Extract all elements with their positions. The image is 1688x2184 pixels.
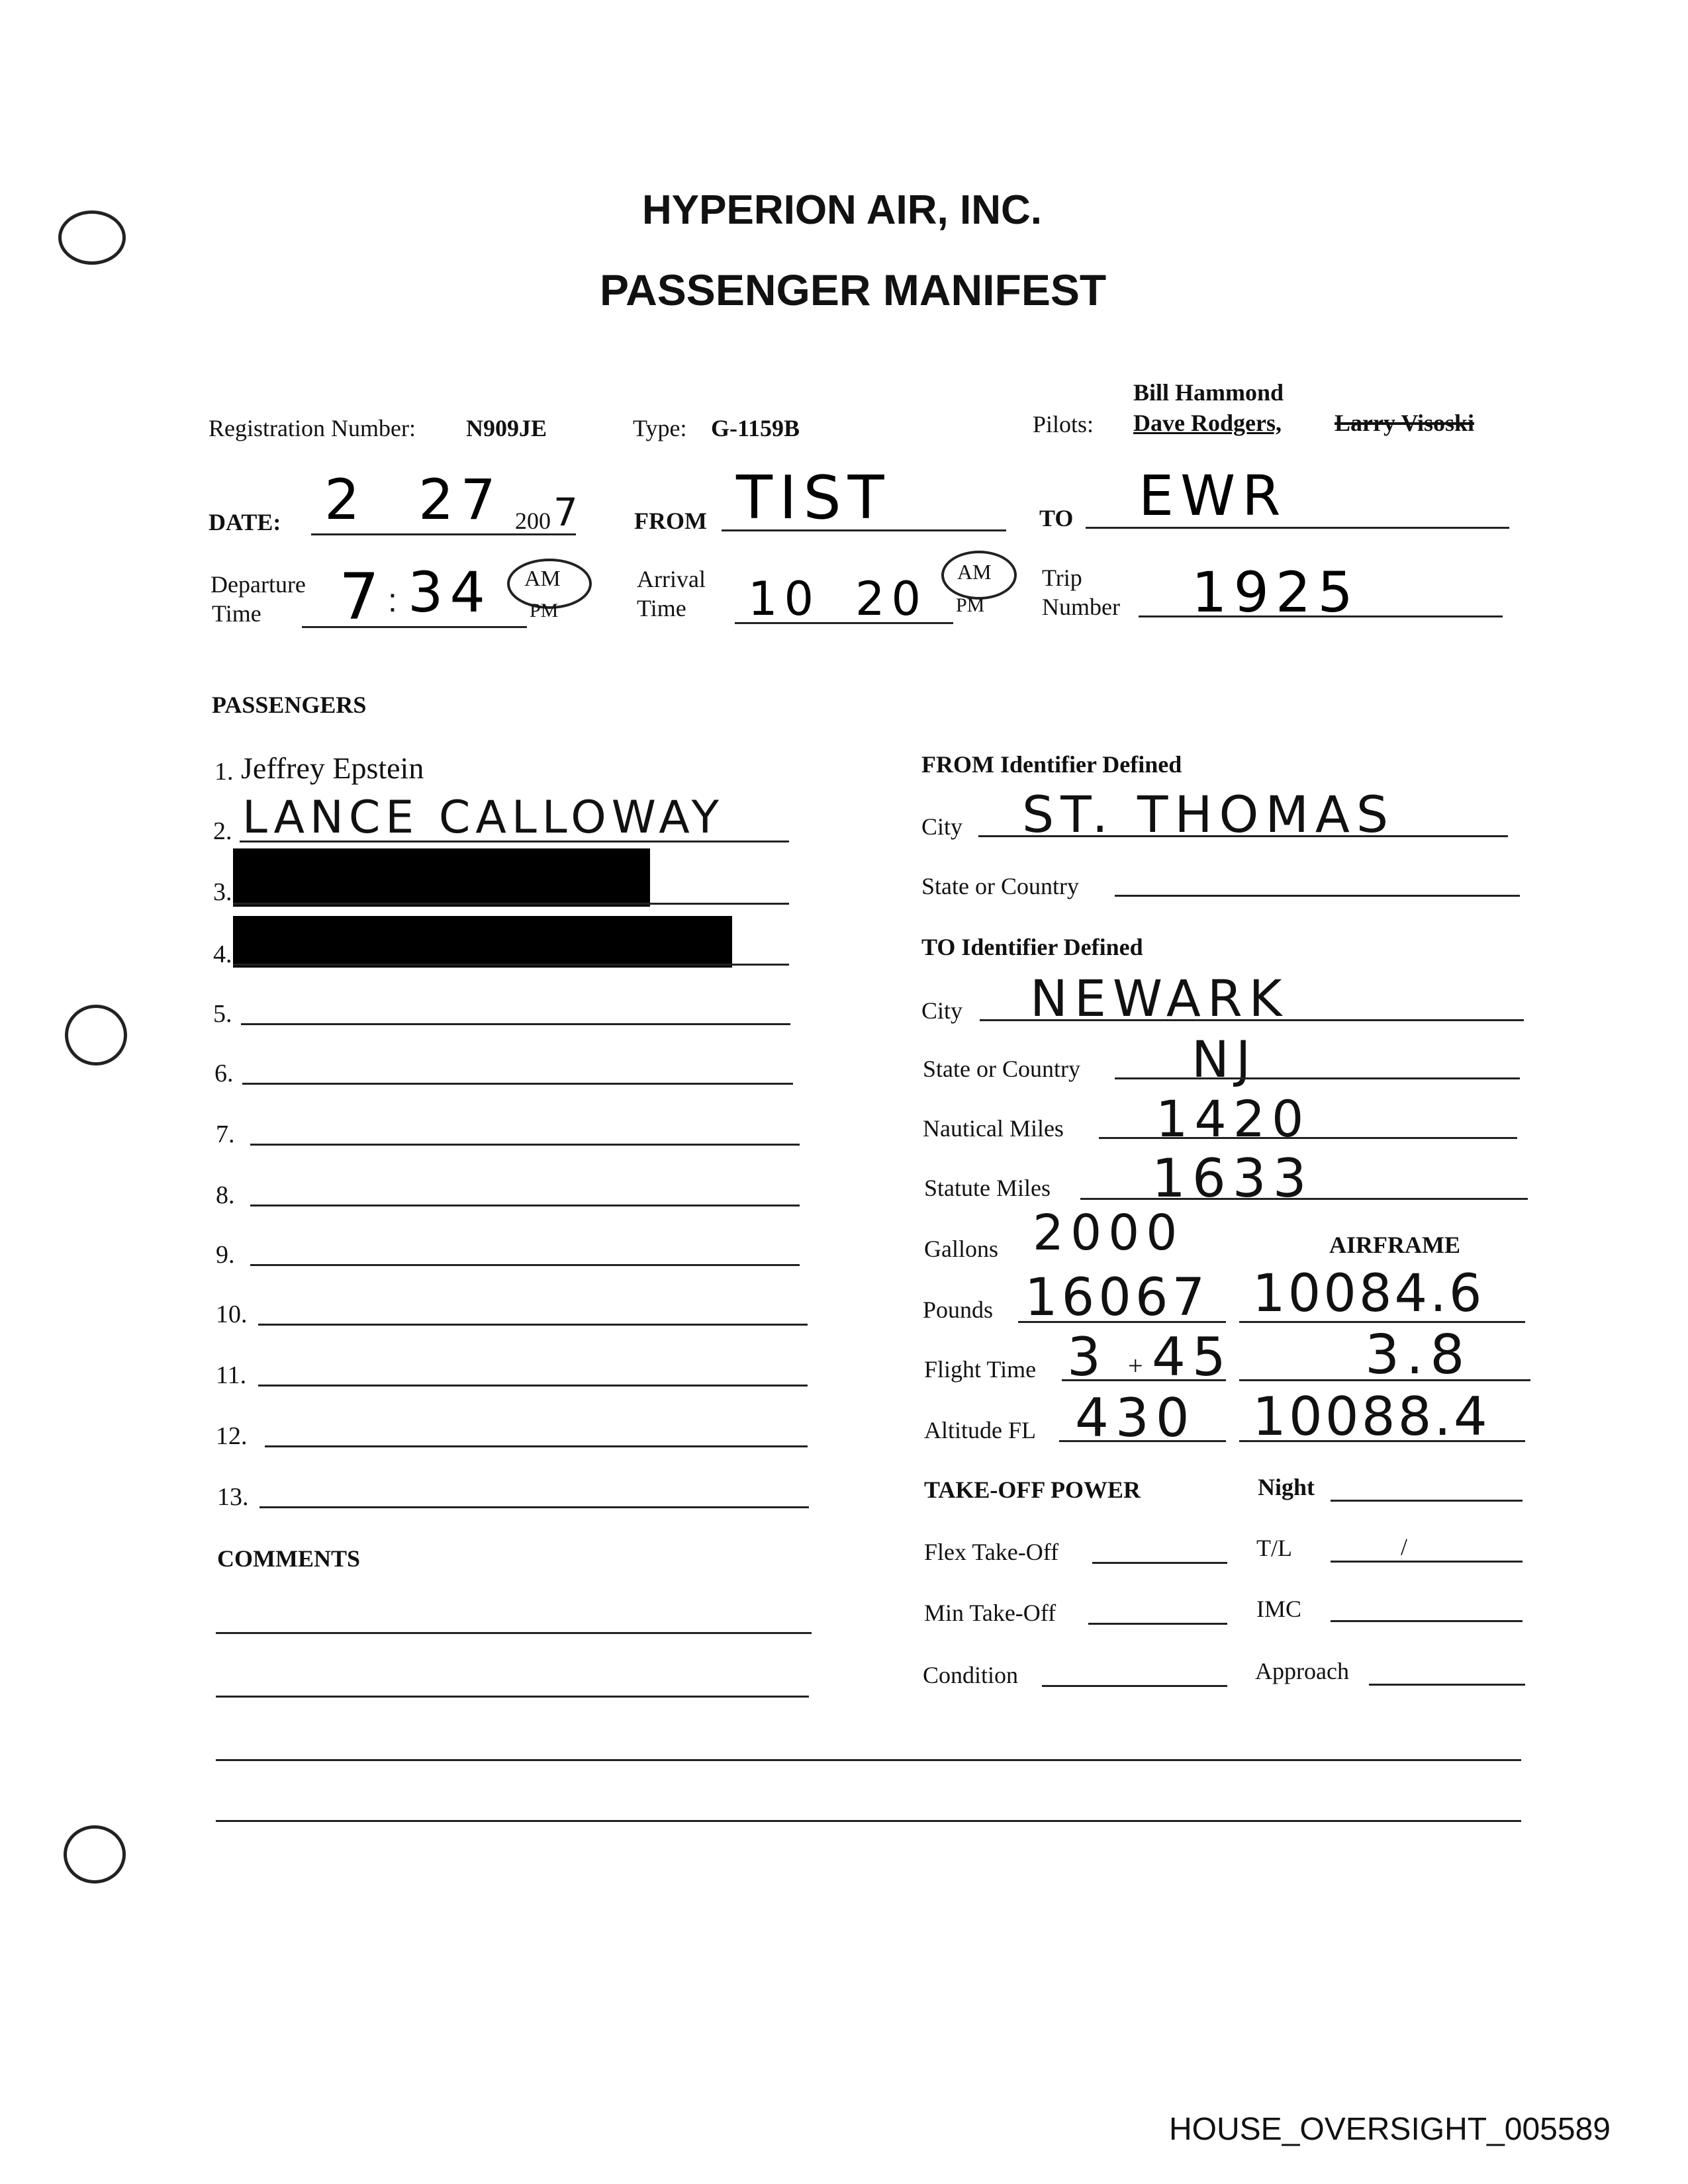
statute-miles-label: Statute Miles bbox=[924, 1175, 1051, 1201]
to-state-value: NJ bbox=[1192, 1030, 1258, 1089]
punch-hole-middle bbox=[65, 1005, 127, 1066]
airframe-label: AIRFRAME bbox=[1329, 1232, 1460, 1258]
to-city-underline bbox=[980, 1019, 1524, 1021]
flight-time-separator: + bbox=[1128, 1351, 1143, 1381]
pounds-underline bbox=[1018, 1321, 1226, 1323]
arrival-pm: PM bbox=[956, 594, 985, 616]
passenger-line bbox=[242, 1083, 793, 1085]
altitude-label: Altitude FL bbox=[924, 1417, 1036, 1443]
from-state-label: State or Country bbox=[921, 873, 1079, 899]
min-takeoff-underline bbox=[1088, 1623, 1227, 1625]
comments-heading: COMMENTS bbox=[217, 1545, 360, 1572]
arrival-hour: 10 bbox=[748, 572, 821, 626]
comment-line bbox=[216, 1820, 1521, 1822]
from-city-value: ST. THOMAS bbox=[1022, 785, 1395, 844]
tl-value: / bbox=[1401, 1533, 1408, 1560]
departure-am: AM bbox=[524, 567, 561, 591]
passenger-line bbox=[233, 903, 789, 905]
departure-hour: 7 bbox=[339, 560, 387, 634]
arrival-label-1: Arrival bbox=[637, 566, 706, 592]
flex-takeoff-label: Flex Take-Off bbox=[924, 1539, 1059, 1565]
nautical-miles-value: 1420 bbox=[1156, 1089, 1311, 1148]
passenger-number: 13. bbox=[217, 1483, 249, 1511]
to-identifier-heading: TO Identifier Defined bbox=[921, 934, 1143, 960]
airframe-delta-value: 3.8 bbox=[1365, 1324, 1472, 1387]
pilot-1: Bill Hammond bbox=[1133, 379, 1284, 406]
passenger-number: 7. bbox=[216, 1120, 235, 1148]
pilot-2: Dave Rodgers, bbox=[1133, 410, 1282, 436]
flex-takeoff-underline bbox=[1092, 1562, 1227, 1564]
from-value: TIST bbox=[736, 463, 891, 533]
from-label: FROM bbox=[634, 508, 707, 534]
nautical-miles-underline bbox=[1099, 1137, 1517, 1139]
passenger-line bbox=[241, 1023, 790, 1025]
arrival-underline bbox=[735, 622, 953, 624]
nautical-miles-label: Nautical Miles bbox=[923, 1115, 1064, 1142]
departure-pm: PM bbox=[530, 600, 559, 621]
condition-underline bbox=[1042, 1685, 1227, 1687]
passenger-name: LANCE CALLOWAY bbox=[242, 792, 725, 844]
approach-underline bbox=[1369, 1684, 1525, 1686]
passenger-line bbox=[240, 841, 789, 842]
from-identifier-heading: FROM Identifier Defined bbox=[921, 751, 1182, 778]
passenger-line bbox=[250, 1144, 800, 1146]
to-underline bbox=[1086, 527, 1509, 529]
condition-label: Condition bbox=[923, 1662, 1019, 1688]
night-underline bbox=[1331, 1500, 1523, 1502]
gallons-value: 2000 bbox=[1033, 1205, 1184, 1261]
trip-label-2: Number bbox=[1042, 594, 1120, 620]
approach-label: Approach bbox=[1255, 1658, 1349, 1684]
trip-value: 1925 bbox=[1192, 560, 1360, 625]
passenger-line bbox=[258, 1385, 808, 1387]
passenger-number: 4. bbox=[213, 940, 232, 968]
airframe-start-underline bbox=[1239, 1321, 1525, 1323]
to-city-value: NEWARK bbox=[1030, 969, 1289, 1028]
tl-underline bbox=[1331, 1561, 1523, 1563]
departure-colon: : bbox=[388, 582, 397, 619]
min-takeoff-label: Min Take-Off bbox=[924, 1600, 1056, 1626]
date-day: 27 bbox=[418, 467, 502, 532]
date-label: DATE: bbox=[209, 509, 281, 535]
to-state-label: State or Country bbox=[923, 1056, 1080, 1082]
punch-hole-bottom bbox=[64, 1825, 126, 1884]
statute-miles-value: 1633 bbox=[1152, 1148, 1313, 1209]
comment-line bbox=[216, 1759, 1521, 1761]
arrival-am: AM bbox=[957, 560, 992, 584]
passenger-line bbox=[233, 964, 789, 966]
takeoff-power-label: TAKE-OFF POWER bbox=[924, 1477, 1141, 1503]
from-city-underline bbox=[978, 835, 1508, 837]
comment-line bbox=[216, 1696, 809, 1698]
passenger-number: 11. bbox=[216, 1361, 247, 1389]
passenger-line bbox=[265, 1445, 808, 1447]
departure-min: 34 bbox=[408, 560, 492, 625]
airframe-start-value: 10084.6 bbox=[1252, 1264, 1485, 1324]
altitude-underline bbox=[1059, 1440, 1226, 1442]
trip-underline bbox=[1139, 615, 1503, 617]
from-underline bbox=[722, 529, 1006, 531]
passenger-line bbox=[250, 1264, 800, 1266]
arrival-label-2: Time bbox=[637, 595, 686, 621]
statute-miles-underline bbox=[1080, 1198, 1528, 1200]
pounds-value: 16067 bbox=[1025, 1268, 1209, 1328]
page-title: PASSENGER MANIFEST bbox=[600, 265, 1107, 314]
passenger-number: 6. bbox=[214, 1060, 234, 1087]
passengers-heading: PASSENGERS bbox=[212, 692, 367, 718]
imc-underline bbox=[1331, 1620, 1523, 1622]
flight-time-label: Flight Time bbox=[924, 1356, 1037, 1383]
departure-underline bbox=[302, 626, 527, 628]
date-year-printed: 200 bbox=[515, 508, 551, 534]
registration-value: N909JE bbox=[466, 415, 547, 441]
tl-label: T/L bbox=[1256, 1535, 1292, 1561]
departure-label-2: Time bbox=[212, 600, 261, 627]
departure-label-1: Departure bbox=[211, 571, 306, 598]
date-underline bbox=[311, 533, 576, 535]
type-value: G-1159B bbox=[711, 415, 800, 441]
flight-time-minutes: 45 bbox=[1152, 1326, 1233, 1388]
passenger-line bbox=[250, 1205, 800, 1206]
passenger-number: 2. bbox=[213, 817, 232, 845]
passenger-line bbox=[259, 1506, 809, 1508]
flight-time-underline bbox=[1062, 1379, 1226, 1381]
passenger-number: 10. bbox=[216, 1300, 248, 1328]
imc-label: IMC bbox=[1256, 1596, 1302, 1622]
to-city-label: City bbox=[921, 997, 963, 1024]
passenger-number: 5. bbox=[213, 1000, 232, 1028]
pilots-label: Pilots: bbox=[1033, 411, 1094, 437]
airframe-end-underline bbox=[1239, 1440, 1525, 1442]
passenger-number: 8. bbox=[216, 1181, 235, 1209]
date-month: 2 bbox=[324, 467, 367, 532]
from-city-label: City bbox=[921, 813, 963, 840]
flight-time-hours: 3 bbox=[1067, 1326, 1107, 1388]
from-state-underline bbox=[1115, 895, 1520, 897]
type-label: Type: bbox=[633, 415, 687, 441]
passenger-number: 12. bbox=[216, 1422, 248, 1450]
gallons-label: Gallons bbox=[924, 1236, 998, 1262]
trip-label-1: Trip bbox=[1042, 565, 1082, 591]
passenger-name: Jeffrey Epstein bbox=[241, 751, 424, 785]
passenger-line bbox=[258, 1324, 808, 1326]
arrival-min: 20 bbox=[855, 572, 928, 626]
to-value: EWR bbox=[1139, 463, 1288, 528]
pilot-3-struck: Larry Visoski bbox=[1335, 410, 1475, 436]
altitude-value: 430 bbox=[1075, 1387, 1196, 1449]
registration-label: Registration Number: bbox=[209, 415, 416, 441]
passenger-number: 3. bbox=[213, 878, 232, 906]
airframe-delta-underline bbox=[1239, 1379, 1530, 1381]
date-year-hand: 7 bbox=[553, 490, 585, 535]
pounds-label: Pounds bbox=[923, 1297, 994, 1323]
company-name: HYPERION AIR, INC. bbox=[642, 187, 1042, 233]
night-label: Night bbox=[1258, 1474, 1315, 1500]
passenger-number: 1. bbox=[214, 758, 234, 786]
redaction-bar bbox=[233, 916, 732, 968]
airframe-end-value: 10088.4 bbox=[1252, 1386, 1490, 1447]
passenger-number: 9. bbox=[216, 1241, 235, 1269]
to-state-underline bbox=[1115, 1077, 1520, 1079]
to-label: TO bbox=[1039, 505, 1074, 531]
redaction-bar bbox=[233, 848, 650, 907]
punch-hole-top bbox=[58, 210, 126, 265]
bates-number: HOUSE_OVERSIGHT_005589 bbox=[1169, 2112, 1611, 2147]
comment-line bbox=[216, 1632, 812, 1634]
